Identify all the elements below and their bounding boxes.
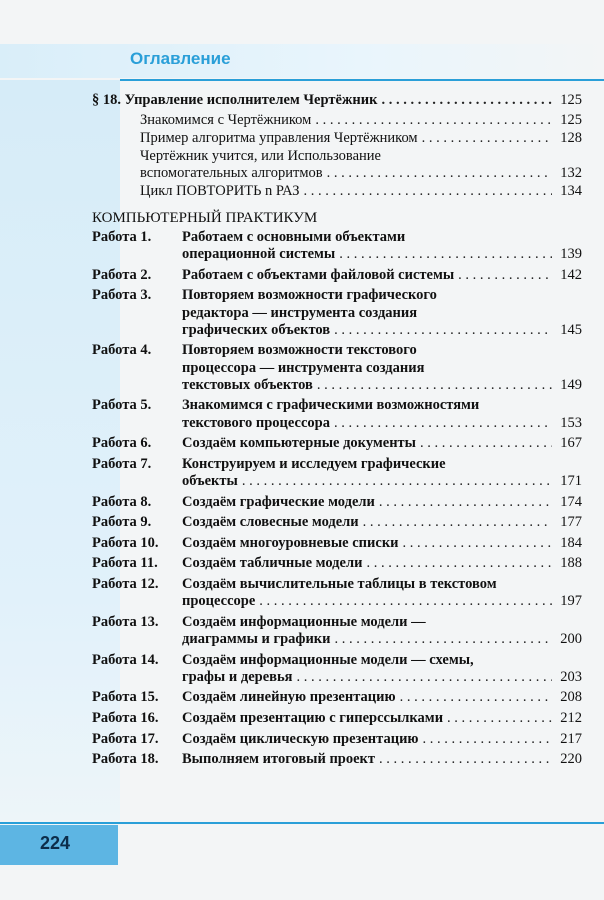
- work-title-row: [182, 592, 582, 610]
- work-title-row: [182, 493, 582, 511]
- work-title-line: графических объектов: [182, 321, 331, 338]
- work-title-line: Выполняем итоговый проект: [182, 751, 376, 768]
- work-title-line: графы и деревья: [182, 668, 293, 685]
- work-label: Работа 12.: [92, 576, 159, 592]
- work-label: Работа 10.: [92, 534, 159, 551]
- leader-dots: [447, 709, 552, 727]
- work-title-row: [182, 434, 582, 452]
- leader-dots: [382, 91, 553, 109]
- toc-entry-page: 128: [560, 130, 582, 146]
- leader-dots: [259, 592, 552, 610]
- work-title-line: Работаем с основными объектами: [182, 229, 406, 245]
- leader-dots: [335, 630, 552, 648]
- leader-dots: [296, 668, 552, 686]
- work-label: Работа 3.: [92, 287, 152, 304]
- work-label: Работа 7.: [92, 455, 152, 472]
- work-title-row: [182, 245, 582, 263]
- work-title-line: Создаём компьютерные документы: [182, 435, 416, 452]
- work-title-row: [182, 534, 582, 552]
- toc-entry-page: 145: [560, 321, 582, 338]
- work-label: Работа 2.: [92, 266, 152, 283]
- leader-dots: [339, 245, 552, 263]
- leader-dots: [242, 472, 552, 490]
- leader-dots: [315, 111, 552, 129]
- leader-dots: [423, 730, 552, 748]
- toc-entry-title: Знакомимся с Чертёжником: [140, 112, 312, 128]
- work-title-row: [182, 513, 582, 531]
- work-title-row: [182, 668, 582, 686]
- work-title-line: операционной системы: [182, 246, 336, 263]
- toc-entry-section-18[interactable]: [92, 91, 582, 109]
- toc-entry[interactable]: [140, 182, 582, 200]
- work-title-line: Работаем с объектами файловой системы: [182, 266, 455, 283]
- work-label: Работа 9.: [92, 514, 152, 531]
- section-heading: КОМПЬЮТЕРНЫЙ ПРАКТИКУМ: [92, 210, 318, 226]
- work-title-line: Создаём табличные модели: [182, 555, 363, 572]
- work-title-row: [182, 376, 582, 394]
- leader-dots: [334, 321, 552, 339]
- leader-dots: [379, 750, 552, 768]
- work-label: Работа 11.: [92, 555, 158, 572]
- work-label: Работа 16.: [92, 710, 159, 726]
- work-title-line: Создаём графические модели: [182, 493, 375, 510]
- leader-dots: [420, 434, 552, 452]
- work-label: Работа 18.: [92, 751, 159, 768]
- work-title-row: [182, 730, 582, 748]
- work-title-row: [182, 321, 582, 339]
- work-label: Работа 6.: [92, 435, 152, 452]
- toc-entry-page: 153: [560, 414, 582, 431]
- toc-entry-page: 171: [560, 473, 582, 489]
- work-title-line: Создаём многоуровневые списки: [182, 534, 399, 551]
- work-title-line: Создаём циклическую презентацию: [182, 730, 419, 747]
- toc-entry[interactable]: [140, 129, 582, 147]
- toc-entry-page: 203: [560, 668, 582, 685]
- work-label: Работа 14.: [92, 651, 159, 668]
- toc-entry-page: 184: [560, 534, 582, 551]
- work-label: Работа 8.: [92, 493, 152, 510]
- work-title-line: объекты: [182, 473, 238, 489]
- toc-entry-page: 177: [560, 514, 582, 531]
- work-title-row: [182, 414, 582, 432]
- work-label: Работа 5.: [92, 397, 152, 414]
- leader-dots: [422, 129, 552, 147]
- work-label: Работа 13.: [92, 613, 159, 630]
- toc-entry-page: 142: [560, 266, 582, 283]
- work-title-row: [182, 688, 582, 706]
- leader-dots: [458, 266, 552, 284]
- toc-entry-page: 212: [560, 710, 582, 726]
- leader-dots: [366, 554, 552, 572]
- leader-dots: [363, 513, 552, 531]
- toc-entry-title: Цикл ПОВТОРИТЬ n РАЗ: [140, 183, 300, 199]
- work-title-row: [182, 472, 582, 490]
- toc-entry-line: Чертёжник учится, или Использование: [140, 148, 381, 164]
- work-label: Работа 17.: [92, 730, 159, 747]
- work-title-line: Конструируем и исследуем графические: [182, 455, 446, 472]
- toc-entry[interactable]: [140, 111, 582, 129]
- work-title-row: [182, 750, 582, 768]
- leader-dots: [379, 493, 552, 511]
- page-title: Оглавление: [130, 49, 231, 68]
- work-title-row: [182, 630, 582, 648]
- work-title-line: Повторяем возможности графического: [182, 287, 437, 304]
- toc-entry-title: Пример алгоритма управления Чертёжником: [140, 130, 418, 146]
- work-title-line: диаграммы и графики: [182, 631, 331, 647]
- page-number: 224: [40, 833, 71, 853]
- footer-rule: [0, 822, 604, 824]
- leader-dots: [304, 182, 553, 200]
- toc-entry-page: 220: [560, 751, 582, 768]
- toc-entry-page: 125: [560, 92, 582, 108]
- toc-entry-page: 208: [560, 689, 582, 706]
- work-title-line: Создаём линейную презентацию: [182, 689, 396, 706]
- work-title-line: Создаём словесные модели: [182, 514, 359, 531]
- work-title-line: Знакомимся с графическими возможностями: [182, 397, 480, 414]
- work-title-line: текстовых объектов: [182, 376, 313, 393]
- work-title-line: редактора — инструмента создания: [182, 304, 418, 321]
- work-title-line: текстового процессора: [182, 414, 330, 431]
- toc-entry-page: 197: [560, 593, 582, 610]
- work-title-line: Создаём вычислительные таблицы в текстовом: [182, 576, 497, 592]
- work-label: Работа 15.: [92, 689, 159, 706]
- toc-entry-page: 217: [560, 730, 582, 747]
- toc-entry-page: 125: [560, 112, 582, 128]
- leader-dots: [403, 534, 552, 552]
- work-title-line: Создаём презентацию с гиперссылками: [182, 710, 444, 726]
- work-title-row: [182, 266, 582, 284]
- work-title-line: процессоре: [182, 593, 256, 610]
- work-title-line: процессора — инструмента создания: [182, 359, 425, 376]
- toc-entry-page: 188: [560, 555, 582, 572]
- toc-entry-page: 167: [560, 435, 582, 452]
- work-title-row: [182, 554, 582, 572]
- leader-dots: [317, 376, 552, 394]
- toc-entry-title: § 18. Управление исполнителем Чертёжник: [92, 92, 378, 108]
- work-label: Работа 1.: [92, 229, 152, 245]
- work-title-row: [182, 709, 582, 727]
- leader-dots: [334, 414, 552, 432]
- toc-entry-page: 174: [560, 493, 582, 510]
- toc-entry-page: 134: [560, 183, 582, 199]
- toc-entry-page: 139: [560, 246, 582, 263]
- work-label: Работа 4.: [92, 342, 152, 359]
- work-title-line: Повторяем возможности текстового: [182, 342, 417, 359]
- toc-entry[interactable]: [140, 164, 582, 182]
- leader-dots: [400, 688, 552, 706]
- work-title-line: Создаём информационные модели —: [182, 613, 426, 630]
- toc-entry-page: 132: [560, 165, 582, 181]
- leader-dots: [327, 164, 552, 182]
- toc-entry-page: 149: [560, 376, 582, 393]
- toc-entry-page: 200: [560, 631, 582, 647]
- toc-entry-title: вспомогательных алгоритмов: [140, 165, 323, 181]
- work-title-line: Создаём информационные модели — схемы,: [182, 651, 474, 668]
